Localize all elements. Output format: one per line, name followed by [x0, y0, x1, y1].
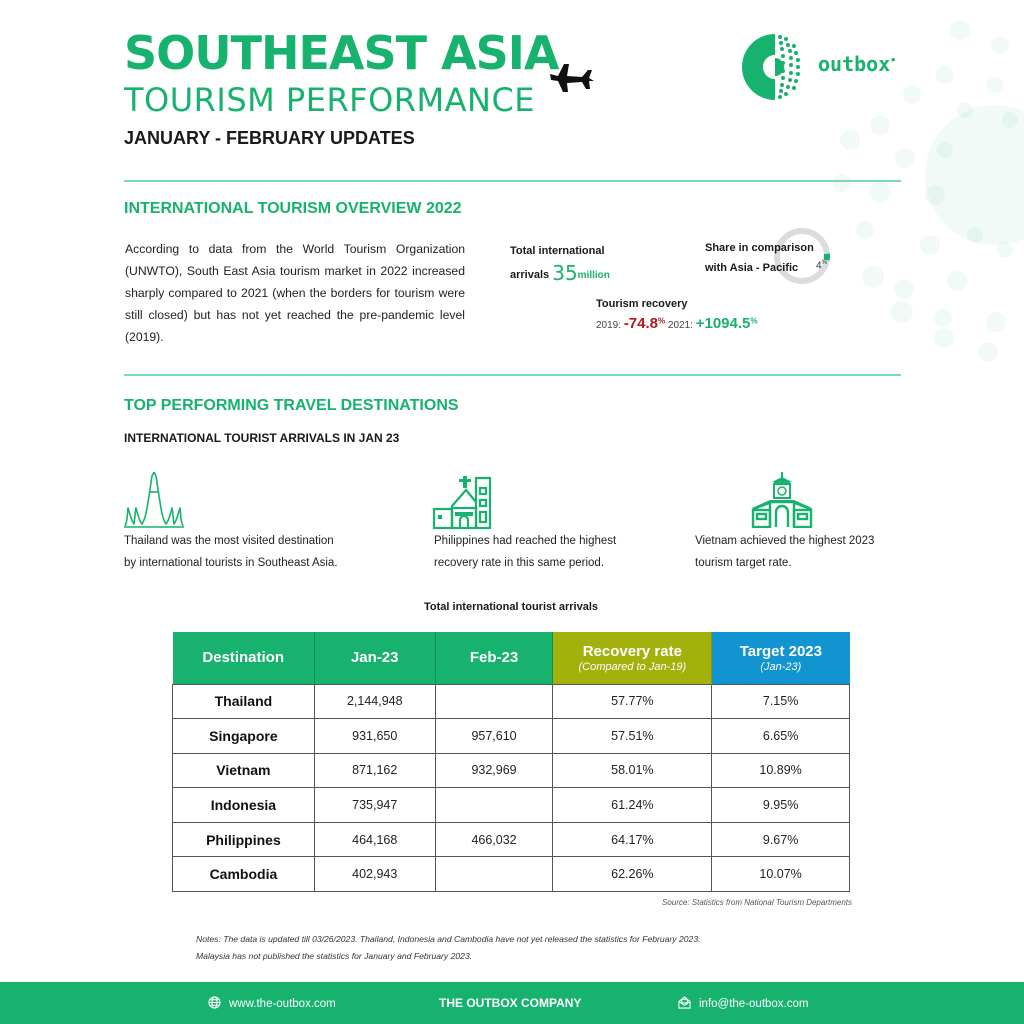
table-caption: Total international tourist arrivals — [424, 601, 598, 613]
recovery-year-2019: 2019: — [596, 320, 622, 331]
highlight-text: Vietnam achieved the highest 2023 — [695, 535, 875, 547]
table-row — [173, 753, 850, 788]
header-destination: Destination — [173, 632, 315, 684]
page-subtitle: TOURISM PERFORMANCE — [124, 81, 535, 119]
recovery-label: Tourism recovery — [596, 298, 688, 310]
header-feb-23: Feb-23 — [435, 632, 553, 684]
notes-line: Notes: The data is updated till 03/26/2023. Thailand, Indonesia and Cambodia have not yet released the statistics for February 2023. — [196, 934, 701, 944]
footer — [0, 982, 1024, 1024]
table-row — [173, 684, 850, 719]
cell-jan: 2,144,948 — [314, 684, 435, 719]
date-range: JANUARY - FEBRUARY UPDATES — [124, 128, 415, 148]
destinations-subtitle: INTERNATIONAL TOURIST ARRIVALS IN JAN 23 — [124, 431, 400, 445]
cell-target: 10.89% — [712, 753, 850, 788]
recovery-value-2021: +1094.5 — [695, 315, 751, 332]
percent-sign: % — [750, 316, 758, 326]
cell-destination: Cambodia — [173, 857, 315, 892]
header-recovery-sub: (Compared to Jan-19) — [578, 660, 687, 673]
percent-sign: % — [658, 316, 666, 326]
highlight-text: Philippines had reached the highest — [434, 535, 617, 547]
destinations-section-title: TOP PERFORMING TRAVEL DESTINATIONS — [124, 397, 459, 414]
header-target-2023 — [712, 632, 850, 684]
total-arrivals-stat — [510, 240, 610, 287]
share-label: Share in comparison — [705, 242, 814, 254]
cell-recovery: 62.26% — [553, 857, 712, 892]
highlight-vietnam — [695, 530, 945, 574]
page-title: SOUTHEAST ASIA — [124, 26, 559, 80]
share-label-2: with Asia - Pacific — [705, 262, 799, 274]
header-recovery-rate — [553, 632, 712, 684]
section-divider — [124, 180, 901, 182]
cell-feb: 932,969 — [435, 753, 553, 788]
footer-website[interactable] — [208, 996, 336, 1010]
footer-email[interactable] — [678, 996, 808, 1010]
table-row — [173, 788, 850, 823]
cell-recovery: 57.51% — [553, 719, 712, 754]
highlight-thailand — [124, 530, 374, 574]
cell-recovery: 64.17% — [553, 822, 712, 857]
section-divider — [124, 374, 901, 376]
highlight-philippines — [434, 530, 684, 574]
outbox-logo-text: outbox• — [818, 52, 897, 76]
cell-destination: Philippines — [173, 822, 315, 857]
overview-intro-text: According to data from the World Tourism Organization (UNWTO), South East Asia tourism market in 2022 increased sharply compared to 2021 (when the borders for tourism were still closed) but has not yet reached the pre-pandemic level (2019). — [125, 242, 465, 344]
mail-icon — [678, 996, 691, 1009]
cell-jan: 402,943 — [314, 857, 435, 892]
cell-jan: 871,162 — [314, 753, 435, 788]
cell-destination: Thailand — [173, 684, 315, 719]
cell-target: 7.15% — [712, 684, 850, 719]
highlight-text: Thailand was the most visited destination — [124, 535, 334, 547]
arrivals-label: Total international — [510, 245, 605, 257]
arrivals-value: 35 — [552, 261, 578, 285]
highlight-text: by international tourists in Southeast Asia. — [124, 557, 338, 569]
recovery-values — [596, 315, 758, 332]
outbox-logo-icon — [738, 32, 818, 102]
cell-destination: Indonesia — [173, 788, 315, 823]
highlight-text: recovery rate in this same period. — [434, 557, 605, 569]
email-link[interactable]: info@the-outbox.com — [699, 998, 809, 1010]
website-link[interactable]: www.the-outbox.com — [229, 998, 336, 1010]
thai-temple-icon — [122, 472, 186, 528]
cell-jan: 464,168 — [314, 822, 435, 857]
table-header-row — [173, 632, 850, 684]
church-icon — [432, 474, 496, 530]
arrivals-unit: million — [577, 270, 610, 281]
share-value: 4% — [816, 260, 827, 272]
header-jan-23: Jan-23 — [314, 632, 435, 684]
cell-recovery: 58.01% — [553, 753, 712, 788]
cell-jan: 735,947 — [314, 788, 435, 823]
cell-destination: Vietnam — [173, 753, 315, 788]
cell-target: 6.65% — [712, 719, 850, 754]
cell-target: 10.07% — [712, 857, 850, 892]
table-row — [173, 719, 850, 754]
arrivals-table — [172, 632, 850, 892]
cell-target: 9.95% — [712, 788, 850, 823]
cell-target: 9.67% — [712, 822, 850, 857]
table-row — [173, 822, 850, 857]
cell-feb — [435, 857, 553, 892]
arrivals-label-2: arrivals — [510, 269, 550, 281]
recovery-value-2019: -74.8 — [623, 315, 659, 332]
cell-feb: 957,610 — [435, 719, 553, 754]
highlight-text: tourism target rate. — [695, 557, 792, 569]
cell-destination: Singapore — [173, 719, 315, 754]
overview-section-title: INTERNATIONAL TOURISM OVERVIEW 2022 — [124, 200, 462, 217]
globe-icon — [208, 996, 221, 1009]
airplane-icon — [548, 56, 596, 94]
header-recovery-label: Recovery rate — [582, 642, 682, 660]
table-source: Source: Statistics from National Tourism Departments — [662, 898, 852, 907]
header-target-label: Target 2023 — [739, 642, 822, 660]
notes — [196, 931, 700, 965]
clock-tower-gate-icon — [750, 472, 814, 528]
cell-recovery: 61.24% — [553, 788, 712, 823]
footer-company: THE OUTBOX COMPANY — [439, 996, 582, 1010]
cell-feb — [435, 684, 553, 719]
table-row — [173, 857, 850, 892]
header-target-sub: (Jan-23) — [760, 660, 802, 673]
cell-jan: 931,650 — [314, 719, 435, 754]
notes-line: Malaysia has not published the statistics for January and February 2023. — [196, 951, 473, 961]
share-stat — [705, 238, 814, 278]
cell-recovery: 57.77% — [553, 684, 712, 719]
cell-feb — [435, 788, 553, 823]
recovery-year-2021: 2021: — [667, 320, 693, 331]
cell-feb: 466,032 — [435, 822, 553, 857]
